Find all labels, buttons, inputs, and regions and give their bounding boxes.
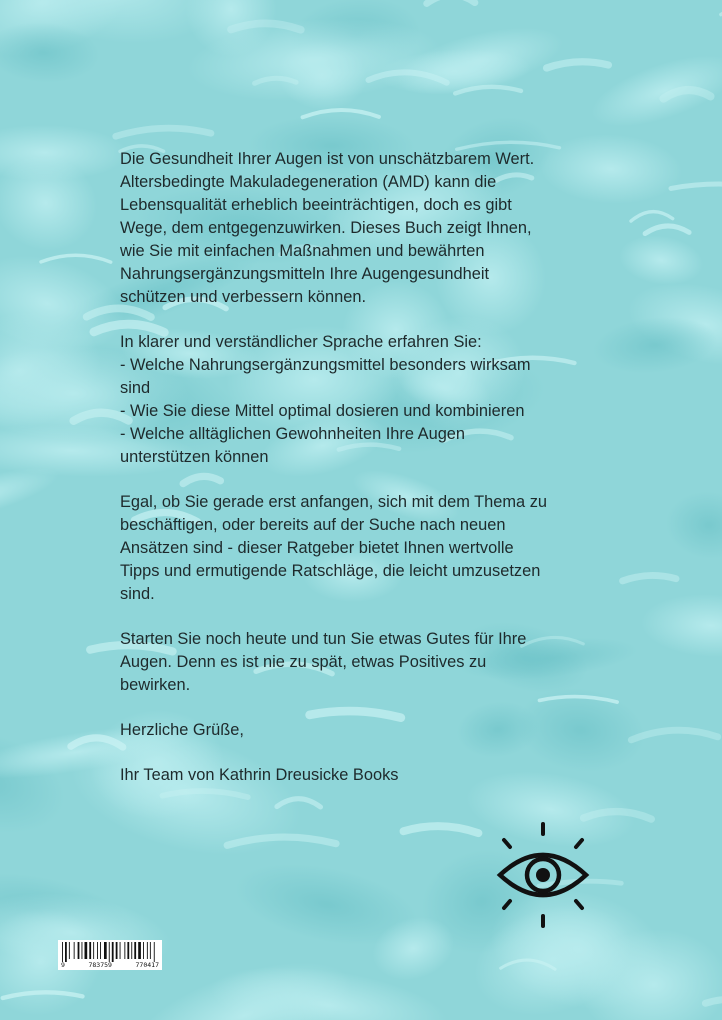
paragraph-list <box>120 331 620 469</box>
text-line: Ihr Team von Kathrin Dreusicke Books <box>120 766 399 784</box>
text-line: Wege, dem entgegenzuwirken. Dieses Buch zeigt Ihnen, <box>120 219 532 237</box>
paragraph-call-to-action <box>120 628 620 697</box>
barcode-bar <box>104 942 107 959</box>
text-line: Egal, ob Sie gerade erst anfangen, sich mit dem Thema zu <box>120 493 548 511</box>
text-line: - Welche Nahrungsergänzungsmittel besonders wirksam <box>120 356 531 374</box>
barcode-bar <box>65 942 67 962</box>
back-cover-text <box>120 148 620 809</box>
text-line: unterstützen können <box>120 448 269 466</box>
text-line: Altersbedingte Makuladegeneration (AMD) kann die <box>120 173 497 191</box>
barcode-bar <box>150 942 151 959</box>
barcode-bar <box>131 942 132 959</box>
text-line: Ansätzen sind - dieser Ratgeber bietet Ihnen wertvolle <box>120 539 514 557</box>
paragraph-intro <box>120 148 620 309</box>
text-line: beschäftigen, oder bereits auf der Suche nach neuen <box>120 516 506 534</box>
paragraph-greeting <box>120 719 620 742</box>
text-line: schützen und verbessern können. <box>120 288 367 306</box>
barcode-first-digit: 9 <box>61 961 65 969</box>
barcode-bar <box>93 942 94 959</box>
barcode-bar <box>109 942 110 962</box>
barcode-bar <box>69 942 70 959</box>
barcode-bar <box>147 942 148 959</box>
barcode-bar <box>120 942 121 959</box>
barcode-bar <box>116 942 118 959</box>
barcode-bar <box>127 942 129 959</box>
text-line: Die Gesundheit Ihrer Augen ist von unschätzbarem Wert. <box>120 150 535 168</box>
barcode-left-digits: 783759 <box>88 961 112 969</box>
text-line: Herzliche Grüße, <box>120 721 244 739</box>
barcode-bar <box>143 942 144 959</box>
barcode-bar <box>78 942 80 959</box>
text-line: bewirken. <box>120 676 191 694</box>
barcode-bar <box>124 942 125 959</box>
barcode-bar <box>62 942 63 962</box>
text-line: - Wie Sie diese Mittel optimal dosieren und kombinieren <box>120 402 525 420</box>
barcode-bar <box>97 942 98 959</box>
barcode-bar <box>85 942 88 959</box>
text-line: Starten Sie noch heute und tun Sie etwas Gutes für Ihre <box>120 630 527 648</box>
text-line: Augen. Denn es ist nie zu spät, etwas Positives zu <box>120 653 487 671</box>
eye-icon <box>488 820 598 930</box>
text-line: Lebensqualität erheblich beeinträchtigen, doch es gibt <box>120 196 512 214</box>
barcode-bar <box>138 942 141 959</box>
barcode-digits <box>58 961 162 969</box>
barcode-bar <box>100 942 101 959</box>
barcode-bar <box>134 942 136 959</box>
text-line: In klarer und verständlicher Sprache erfahren Sie: <box>120 333 482 351</box>
paragraph-audience <box>120 491 620 606</box>
barcode-bar <box>89 942 91 959</box>
text-line: wie Sie mit einfachen Maßnahmen und bewährten <box>120 242 485 260</box>
text-line: Tipps und ermutigende Ratschläge, die leicht umzusetzen <box>120 562 541 580</box>
barcode-bar <box>154 942 155 962</box>
text-line: - Welche alltäglichen Gewohnheiten Ihre Augen <box>120 425 466 443</box>
paragraph-signature <box>120 764 620 787</box>
barcode-right-digits: 770417 <box>135 961 159 969</box>
isbn-barcode <box>58 940 162 970</box>
barcode-bar <box>112 942 114 962</box>
text-line: Nahrungsergänzungsmitteln Ihre Augengesundheit <box>120 265 490 283</box>
text-line: sind <box>120 379 151 397</box>
text-line: sind. <box>120 585 155 603</box>
barcode-bar <box>82 942 83 959</box>
barcode-bar <box>74 942 75 959</box>
